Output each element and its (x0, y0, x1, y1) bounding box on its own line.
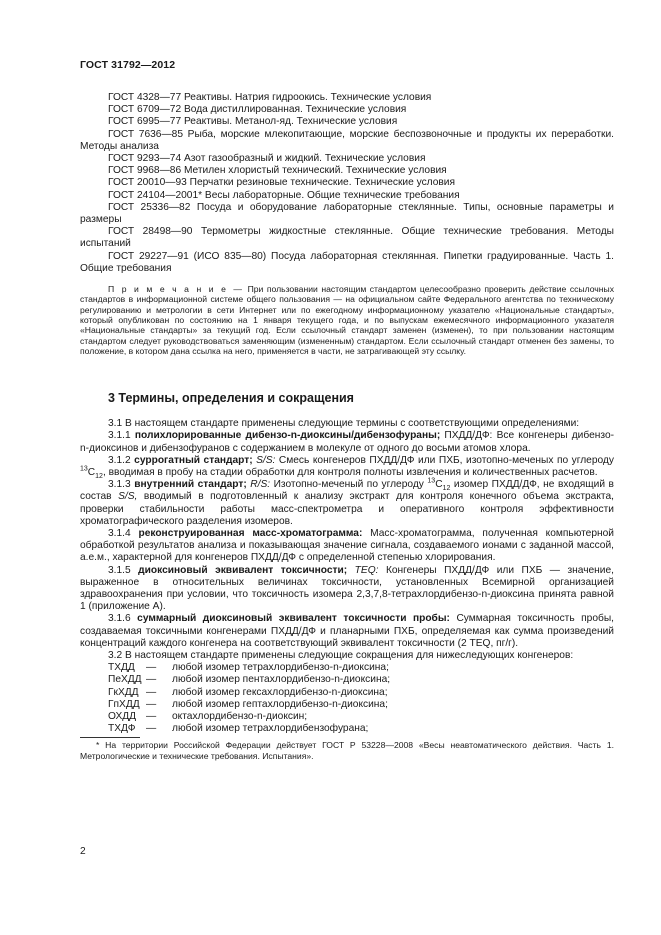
abbreviation-dash: — (146, 686, 157, 698)
isotope-element: C (435, 479, 443, 491)
abbreviation-description: любой изомер тетрахлордибензо-n-диоксина; (172, 662, 389, 674)
abbreviation-code: ГкХДД (108, 686, 139, 698)
term-name: реконструированная масс-хроматограмма: (138, 527, 363, 539)
abbreviation-code: ТХДФ (108, 723, 136, 735)
term-definition: Изотопно-меченый по углероду (273, 479, 424, 491)
term-3-1-5 (80, 565, 614, 614)
term-number: 3.1.4 (108, 527, 131, 539)
term-name: суррогатный стандарт; (134, 454, 253, 466)
term-name: суммарный диоксиновый эквивалент токсичности пробы: (137, 613, 450, 625)
abbreviation-item (108, 699, 614, 711)
term-number: 3.1.3 (108, 479, 131, 491)
term-definition: Масс-хроматограмма, полученная компьютерной обработкой результатов анализа и показывающая значение сигнала, создаваемого ионами с заданной массой, а.е.м., характерной для конгенеров ПХДД/ДФ с определенной степенью хлорирования. (80, 527, 614, 564)
term-abbreviation: TEQ: (354, 564, 379, 576)
term-name: полихлорированные дибензо-n-диоксины/дибензофураны; (134, 430, 441, 442)
term-3-1-1 (80, 430, 614, 454)
abbreviation-code: ГпХДД (108, 698, 140, 710)
term-abbreviation: ПХДД/ДФ: (444, 430, 493, 442)
isotope-count: 12 (442, 485, 451, 493)
term-definition-cont: изомер ПХДД/ДФ, не входящий в состав (80, 479, 614, 503)
abbreviation-dash: — (146, 662, 157, 674)
reference-item: ГОСТ 29227—91 (ИСО 835—80) Посуда лабораторная стеклянная. Пипетки градуированные. Часть 1. Общие требования (80, 250, 614, 274)
reference-item: ГОСТ 28498—90 Термометры жидкостные стеклянные. Общие технические требования. Методы испытаний (80, 226, 614, 250)
abbreviation-code: ОХДД (108, 711, 137, 722)
clause-3-1: 3.1 В настоящем стандарте применены следующие термины с соответствующими определениями: (108, 418, 580, 430)
reference-item: ГОСТ 25336—82 Посуда и оборудование лабораторные стеклянные. Типы, основные параметры и размеры (80, 201, 614, 226)
page-number: 2 (80, 846, 86, 857)
isotope-count: 12 (95, 472, 103, 480)
term-3-1-2 (80, 455, 614, 479)
isotope-mass: 13 (427, 477, 436, 485)
term-definition: Суммарная токсичность пробы, создаваемая токсичными конгенерами ПХДД/ДФ и планарными ПХБ, определяемая как сумма произведений концентраций каждого конгенера на соответствующий эквивалент токсичности (2 TEQ, пг/г). (80, 613, 614, 649)
isotope-mass: 13 (80, 465, 88, 473)
reference-item: ГОСТ 9293—74 Азот газообразный и жидкий. Технические условия (108, 153, 426, 165)
abbreviation-description: любой изомер тетрахлордибензофурана; (172, 723, 369, 735)
abbreviation-dash: — (146, 698, 157, 710)
normative-references-list (80, 92, 614, 275)
term-3-1-3 (80, 479, 614, 528)
term-name: диоксиновый эквивалент токсичности; (138, 564, 348, 576)
abbreviation-description: любой изомер гептахлордибензо-n-диоксина; (172, 698, 388, 710)
page-header: ГОСТ 31792—2012 (80, 59, 176, 71)
term-abbreviation: S/S: (256, 454, 276, 466)
abbreviation-item (108, 711, 614, 723)
term-3-1-4 (80, 528, 614, 565)
abbreviation-item (108, 674, 614, 686)
abbreviation-description: любой изомер гексахлордибензо-n-диоксина; (172, 686, 388, 698)
term-number: 3.1.1 (108, 430, 131, 442)
abbreviation-dash: — (146, 723, 157, 735)
note-text: При пользовании настоящим стандартом целесообразно проверить действие ссылочных стандартов в информационной системе общего пользования — на официальном сайте Федерального агентства по техническому регулированию и метрологии в сети Интернет или по ежегодному информационному указателю «Национальные стандарты», который опубликован по состоянию на 1 января текущего года, и по выпускам ежемесячного информационного указателя «Национальные стандарты» за текущий год. Если ссылочный стандарт заменен (изменен), то при пользовании настоящим стандартом следует руководствоваться заменяющим (измененным) стандартом. Если ссылочный стандарт отменен без замены, то положение, в котором дана ссылка на него, применяется в части, не затрагивающей эту ссылку. (80, 284, 615, 356)
term-definition-cont: , вводимая в пробу на стадии обработки для контроля полноты извлечения и количественных расчетов. (102, 466, 598, 478)
reference-item: ГОСТ 20010—93 Перчатки резиновые технические. Технические условия (108, 177, 456, 189)
reference-item: ГОСТ 9968—86 Метилен хлористый технический. Технические условия (108, 165, 447, 177)
term-number: 3.1.5 (108, 564, 131, 576)
reference-item: ГОСТ 6709—72 Вода дистиллированная. Технические условия (108, 104, 407, 116)
section-3-heading: 3 Термины, определения и сокращения (108, 391, 354, 406)
reference-item: ГОСТ 24104—2001* Весы лабораторные. Общие технические требования (108, 189, 460, 201)
term-definition: Смесь конгенеров ПХДД/ДФ или ПХБ, изотопно-меченых по углероду (278, 454, 614, 466)
term-abbreviation: R/S: (250, 479, 271, 491)
term-definition-abbr: S/S, (118, 491, 138, 503)
note-label: П р и м е ч а н и е — (108, 284, 245, 295)
abbreviation-item (108, 723, 614, 735)
abbreviation-description: октахлордибензо-n-диоксин; (172, 711, 308, 722)
term-number: 3.1.6 (108, 613, 131, 625)
reference-item: ГОСТ 7636—85 Рыба, морские млекопитающие, морские беспозвоночные и продукты их переработки. Методы анализа (80, 128, 614, 152)
term-definition: Все конгенеры дибензо-n-диоксинов и дибензофуранов с содержанием в молекуле от одного до восьми атомов хлора. (80, 430, 614, 454)
clause-3-2: 3.2 В настоящем стандарте применены следующие сокращения для нижеследующих конгенеров: (108, 649, 574, 661)
term-number: 3.1.2 (108, 454, 131, 466)
abbreviation-item (108, 687, 614, 699)
page-content (80, 92, 614, 761)
abbreviation-code: ПеХДД (108, 674, 142, 686)
abbreviations-list (80, 662, 614, 735)
references-note (80, 284, 614, 356)
term-definition: Конгенеры ПХДД/ДФ или ПХБ — значение, выраженное в относительных величинах токсичности, установленных Всемирной организацией здравоохранения при условии, что токсичность изомера 2,3,7,8-тетрахлордибензо-n-диоксина принята равной 1 (приложение А). (80, 564, 614, 613)
footnote-divider (80, 737, 140, 738)
footnote: * На территории Российской Федерации действует ГОСТ Р 53228—2008 «Весы неавтоматического действия. Часть 1. Метрологические и технические требования. Испытания». (80, 740, 614, 761)
abbreviation-description: любой изомер пентахлордибензо-n-диоксина; (172, 674, 391, 686)
abbreviation-dash: — (146, 711, 157, 722)
term-3-1-6 (80, 613, 614, 650)
reference-item: ГОСТ 6995—77 Реактивы. Метанол-яд. Технические условия (108, 116, 398, 128)
abbreviation-dash: — (146, 674, 157, 686)
term-name: внутренний стандарт; (134, 479, 247, 491)
reference-item: ГОСТ 4328—77 Реактивы. Натрия гидроокись. Технические условия (108, 92, 432, 103)
term-definition-rest: вводимый в подготовленный к анализу экстракт для контроля конечного объема экстракта, проверки стабильности работы масс-спектрометра и оперативного контроля эффективности хроматографического разделения изомеров. (80, 491, 614, 527)
abbreviation-item (108, 662, 614, 674)
abbreviation-code: ТХДД (108, 662, 135, 674)
isotope-element: C (87, 466, 96, 478)
